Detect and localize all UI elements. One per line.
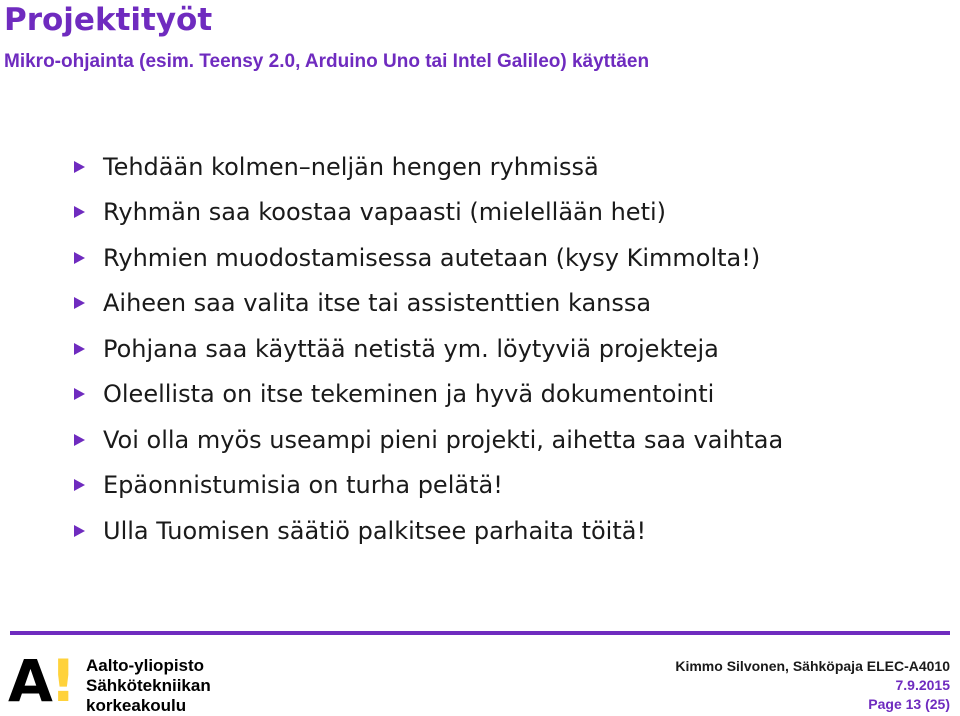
bullet-triangle-icon	[74, 206, 85, 218]
bullet-text: Voi olla myös useampi pieni projekti, aihetta saa vaihtaa	[103, 425, 784, 454]
university-name: Aalto-yliopisto	[86, 656, 205, 675]
school-name-line1: Sähkötekniikan	[86, 676, 211, 695]
page-number: Page 13 (25)	[868, 696, 950, 712]
aalto-logo-letter: A	[8, 647, 53, 715]
bullet-triangle-icon	[74, 479, 85, 491]
aalto-logo-exclamation: !	[50, 647, 77, 715]
bullet-text: Ulla Tuomisen säätiö palkitsee parhaita töitä!	[103, 516, 647, 545]
bullet-text: Ryhmän saa koostaa vapaasti (mielellään heti)	[103, 198, 667, 227]
bullet-text: Epäonnistumisia on turha pelätä!	[103, 471, 503, 500]
bullet-item	[74, 235, 783, 281]
school-name-line2: korkeakoulu	[86, 696, 187, 715]
bullet-item	[74, 144, 783, 190]
footer-divider	[10, 631, 950, 635]
bullet-item	[74, 190, 783, 236]
bullet-triangle-icon	[74, 434, 85, 446]
bullet-item	[74, 508, 783, 554]
bullet-item	[74, 281, 783, 327]
bullet-text: Pohjana saa käyttää netistä ym. löytyviä projekteja	[103, 334, 719, 363]
bullet-triangle-icon	[74, 388, 85, 400]
aalto-logo-text	[86, 656, 211, 716]
author-course: Kimmo Silvonen, Sähköpaja ELEC-A4010	[675, 658, 950, 674]
footer-info	[675, 657, 950, 714]
slide-title: Projektityöt	[4, 2, 213, 38]
slide-subtitle: Mikro-ohjainta (esim. Teensy 2.0, Arduino Uno tai Intel Galileo) käyttäen	[4, 51, 650, 72]
bullet-item	[74, 417, 783, 463]
bullet-triangle-icon	[74, 252, 85, 264]
bullet-triangle-icon	[74, 343, 85, 355]
slide-date: 7.9.2015	[895, 677, 950, 693]
bullet-item	[74, 463, 783, 509]
bullet-text: Tehdään kolmen–neljän hengen ryhmissä	[103, 152, 599, 181]
bullet-item	[74, 326, 783, 372]
bullet-triangle-icon	[74, 525, 85, 537]
bullet-text: Oleellista on itse tekeminen ja hyvä dokumentointi	[103, 380, 715, 409]
bullet-text: Aiheen saa valita itse tai assistenttien kanssa	[103, 289, 652, 318]
bullet-triangle-icon	[74, 161, 85, 173]
bullet-triangle-icon	[74, 297, 85, 309]
bullet-item	[74, 372, 783, 418]
bullet-list	[74, 144, 783, 554]
bullet-text: Ryhmien muodostamisessa autetaan (kysy Kimmolta!)	[103, 243, 761, 272]
